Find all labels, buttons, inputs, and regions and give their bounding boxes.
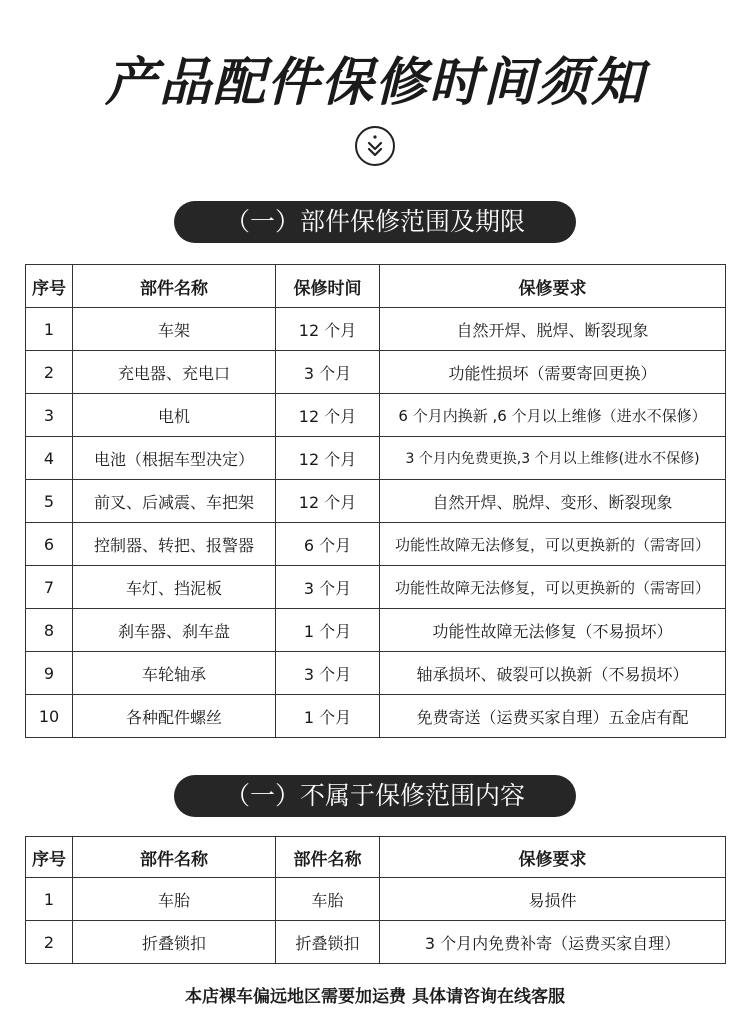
cell-part: 折叠锁扣 — [73, 921, 276, 964]
cell-part-2: 车胎 — [276, 878, 380, 921]
cell-period: 3 个月 — [276, 652, 380, 695]
cell-requirement: 轴承损坏、破裂可以换新（不易损坏） — [380, 652, 726, 695]
cell-index: 1 — [26, 308, 73, 351]
column-header-requirement: 保修要求 — [380, 265, 726, 308]
table-row — [26, 878, 726, 921]
cell-part: 车胎 — [73, 878, 276, 921]
cell-requirement: 免费寄送（运费买家自理）五金店有配 — [380, 695, 726, 738]
cell-requirement: 3 个月内免费更换,3 个月以上维修(进水不保修) — [380, 437, 726, 480]
column-header-index: 序号 — [26, 837, 73, 878]
cell-part: 车灯、挡泥板 — [73, 566, 276, 609]
table-row — [26, 394, 726, 437]
cell-index: 10 — [26, 695, 73, 738]
cell-period: 12 个月 — [276, 308, 380, 351]
cell-requirement: 3 个月内免费补寄（运费买家自理） — [380, 921, 726, 964]
table-row — [26, 480, 726, 523]
column-header-part: 部件名称 — [73, 837, 276, 878]
cell-period: 12 个月 — [276, 480, 380, 523]
cell-period: 1 个月 — [276, 695, 380, 738]
cell-index: 1 — [26, 878, 73, 921]
table-row — [26, 437, 726, 480]
footer-note: 本店裸车偏远地区需要加运费 具体请咨询在线客服 — [185, 987, 565, 1007]
table-row — [26, 609, 726, 652]
cell-index: 3 — [26, 394, 73, 437]
cell-part-2: 折叠锁扣 — [276, 921, 380, 964]
cell-requirement: 自然开焊、脱焊、变形、断裂现象 — [380, 480, 726, 523]
cell-period: 3 个月 — [276, 566, 380, 609]
cell-part: 刹车器、刹车盘 — [73, 609, 276, 652]
cell-index: 9 — [26, 652, 73, 695]
column-header-index: 序号 — [26, 265, 73, 308]
page-title: 产品配件保修时间须知 — [104, 53, 645, 113]
cell-index: 2 — [26, 351, 73, 394]
cell-requirement: 易损件 — [380, 878, 726, 921]
cell-part: 电机 — [73, 394, 276, 437]
table-header-row — [26, 265, 726, 308]
cell-requirement: 功能性故障无法修复，可以更换新的（需寄回） — [380, 566, 726, 609]
section1-heading: （一）部件保修范围及期限 — [174, 201, 576, 243]
column-header-period: 保修时间 — [276, 265, 380, 308]
cell-index: 6 — [26, 523, 73, 566]
cell-requirement: 功能性损坏（需要寄回更换） — [380, 351, 726, 394]
warranty-table — [25, 264, 726, 738]
cell-period: 6 个月 — [276, 523, 380, 566]
table-header-row — [26, 837, 726, 878]
cell-requirement: 功能性故障无法修复，可以更换新的（需寄回） — [380, 523, 726, 566]
table-row — [26, 695, 726, 738]
column-header-part: 部件名称 — [73, 265, 276, 308]
cell-index: 7 — [26, 566, 73, 609]
cell-period: 12 个月 — [276, 394, 380, 437]
cell-index: 2 — [26, 921, 73, 964]
cell-part: 电池（根据车型决定） — [73, 437, 276, 480]
cell-period: 1 个月 — [276, 609, 380, 652]
table-row — [26, 308, 726, 351]
column-header-part-2: 部件名称 — [276, 837, 380, 878]
cell-requirement: 功能性故障无法修复（不易损坏） — [380, 609, 726, 652]
cell-index: 4 — [26, 437, 73, 480]
table-row — [26, 921, 726, 964]
cell-period: 3 个月 — [276, 351, 380, 394]
cell-part: 前叉、后减震、车把架 — [73, 480, 276, 523]
double-chevron-down-icon — [355, 126, 395, 166]
table-row — [26, 523, 726, 566]
cell-part: 车架 — [73, 308, 276, 351]
cell-part: 各种配件螺丝 — [73, 695, 276, 738]
table-row — [26, 351, 726, 394]
cell-index: 8 — [26, 609, 73, 652]
cell-requirement: 6 个月内换新 ,6 个月以上维修（进水不保修） — [380, 394, 726, 437]
cell-part: 充电器、充电口 — [73, 351, 276, 394]
section2-heading: （一）不属于保修范围内容 — [174, 775, 576, 817]
table-row — [26, 652, 726, 695]
column-header-requirement: 保修要求 — [380, 837, 726, 878]
table-row — [26, 566, 726, 609]
cell-part: 控制器、转把、报警器 — [73, 523, 276, 566]
cell-period: 12 个月 — [276, 437, 380, 480]
cell-requirement: 自然开焊、脱焊、断裂现象 — [380, 308, 726, 351]
exclusion-table — [25, 836, 726, 964]
cell-index: 5 — [26, 480, 73, 523]
cell-part: 车轮轴承 — [73, 652, 276, 695]
